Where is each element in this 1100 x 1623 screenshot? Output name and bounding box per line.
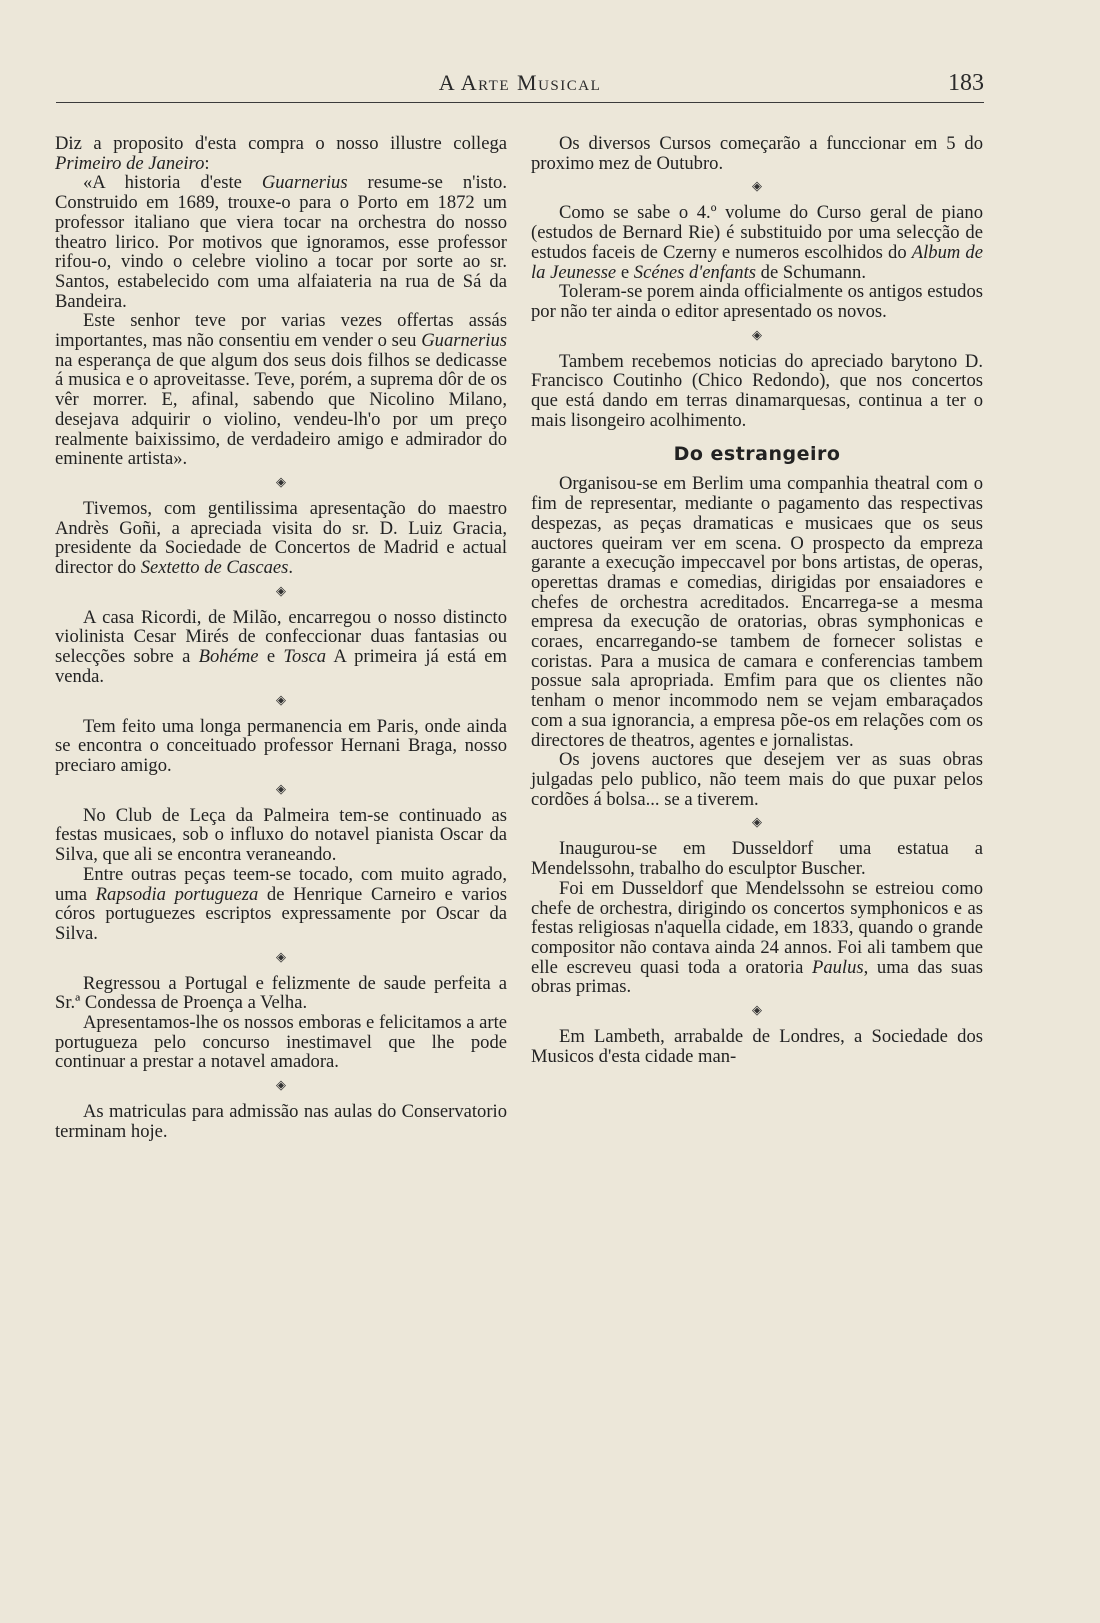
paragraph: Inaugurou-se em Dusseldorf uma estatua a Mendelssohn, trabalho do esculptor Buscher. <box>531 838 983 880</box>
paragraph: A casa Ricordi, de Milão, encarregou o nosso distincto violinista Cesar Mirés de confeccionar duas fantasias ou selecções sobre a Bohéme e Tosca A primeira já está em venda. <box>55 606 508 687</box>
right-column <box>531 134 983 1066</box>
paragraph: Como se sabe o 4.º volume do Curso geral de piano (estudos de Bernard Rie) é substituido por uma selecção de estudos faceis de Czerny e numeros escolhidos do Album de la Jeunesse e Scénes d'enfants de Schumann. <box>531 202 983 283</box>
page-header <box>56 70 984 106</box>
header-rule <box>56 102 984 103</box>
ornament-icon: ◈ <box>276 1077 286 1093</box>
journal-title: A Arte Musical <box>438 70 602 95</box>
paragraph: Entre outras peças teem-se tocado, com muito agrado, uma Rapsodia portugueza de Henrique Carneiro e varios córos portuguezes escriptos expressamente por Oscar da Silva. <box>55 863 507 944</box>
ornament-icon: ◈ <box>276 691 286 707</box>
paragraph: Tem feito uma longa permanencia em Paris, onde ainda se encontra o conceituado professor Hernani Braga, nosso preciaro amigo. <box>55 715 507 776</box>
left-column <box>55 134 507 1142</box>
ornament-icon: ◈ <box>752 814 762 830</box>
ornament-icon: ◈ <box>752 1002 762 1018</box>
ornament-icon: ◈ <box>276 780 286 796</box>
ornament-icon: ◈ <box>752 326 762 342</box>
paragraph: «A historia d'este Guarnerius resume-se n'isto. Construido em 1689, trouxe-o para o Porto em 1872 um professor italiano que viera tocar na orchestra do nosso theatro lirico. Por motivos que ignoramos, esse professor rifou-o, vindo o celebre violino a tocar por sorte ao sr. Santos, estabelecido com uma alfaiateria na rua de Sá da Bandeira. <box>55 172 507 312</box>
ornament-icon: ◈ <box>276 582 286 598</box>
paragraph: Os diversos Cursos começarão a funccionar em 5 do proximo mez de Outubro. <box>531 133 983 174</box>
ornament-icon: ◈ <box>276 948 286 964</box>
paragraph: Tivemos, com gentilissima apresentação do maestro Andrès Goñi, a apreciada visita do sr. D. Luiz Gracia, presidente da Sociedade de Concertos de Madrid e actual director do Sextetto de Cascaes. <box>55 497 507 579</box>
paragraph: Apresentamos-lhe os nossos emboras e felicitamos a arte portugueza pelo concurso inestimavel que lhe pode continuar a prestar a notavel amadora. <box>55 1012 507 1073</box>
ornament-icon: ◈ <box>276 473 286 489</box>
paragraph: Organisou-se em Berlim uma companhia theatral com o fim de representar, mediante o pagamento das respectivas despezas, as peças dramaticas e musicaes que os seus auctores queiram ver em scena. O prospecto da empreza garante a execução impeccavel por bons artistas, de operas, operettas dramas e comedias, dirigidas por ensaiadores e chefes de orchestra acreditados. Encarrega-se a mesma empresa da execução de oratorias, obras symphonicas e coraes, encarregando-se tambem de fornecer solistas e coristas. Para a musica de camara e conferencias tambem possue sala apropriada. Emfim para que os clientes não tenham o menor incommodo nem se vejam embaraçados com a sua ignorancia, a empresa põe-os em relações com os directores de theatros, agentes e jornalistas. <box>531 473 983 751</box>
paragraph: Em Lambeth, arrabalde de Londres, a Sociedade dos Musicos d'esta cidade man- <box>531 1026 983 1067</box>
paragraph: Os jovens auctores que desejem ver as suas obras julgadas pelo publico, não teem mais do que puxar pelos cordões á bolsa... se a tiverem. <box>531 749 983 810</box>
paragraph: Foi em Dusseldorf que Mendelssohn se estreiou como chefe de orchestra, dirigindo os concertos symphonicos e as festas religiosas n'aquella cidade, em 1833, quando o grande compositor não contava ainda 24 annos. Foi ali tambem que elle escreveu quasi toda a oratoria Paulus, uma das suas obras primas. <box>531 877 983 998</box>
paragraph: Regressou a Portugal e felizmente de saude perfeita a Sr.ª Condessa de Proença a Velha. <box>55 972 507 1014</box>
paragraph: Toleram-se porem ainda officialmente os antigos estudos por não ter ainda o editor apresentado os novos. <box>531 281 983 322</box>
ornament-icon: ◈ <box>752 178 762 194</box>
paragraph: Tambem recebemos noticias do apreciado barytono D. Francisco Coutinho (Chico Redondo), que nos concertos que está dando em terras dinamarquesas, continua a ter o mais lisongeiro acolhimento. <box>531 350 983 431</box>
paragraph: As matriculas para admissão nas aulas do Conservatorio terminam hoje. <box>55 1101 507 1142</box>
paragraph: Este senhor teve por varias vezes offertas assás importantes, mas não consentiu em vender o seu Guarnerius na esperança de que algum dos seus dois filhos se dedicasse á musica e o aproveitasse. Teve, porém, a suprema dôr de os vêr morrer. E, afinal, sabendo que Nicolino Milano, desejava adquirir o violino, vendeu-lh'o por um preço realmente baixissimo, de verdadeiro amigo e admirador do eminente artista». <box>55 310 507 470</box>
section-heading: Do estrangeiro <box>673 443 841 466</box>
paragraph: No Club de Leça da Palmeira tem-se continuado as festas musicaes, sob o influxo do notavel pianista Oscar da Silva, que ali se encontra veraneando. <box>55 804 507 866</box>
paragraph: Diz a proposito d'esta compra o nosso illustre collega Primeiro de Janeiro: <box>55 133 507 174</box>
page-number: 183 <box>948 70 984 96</box>
